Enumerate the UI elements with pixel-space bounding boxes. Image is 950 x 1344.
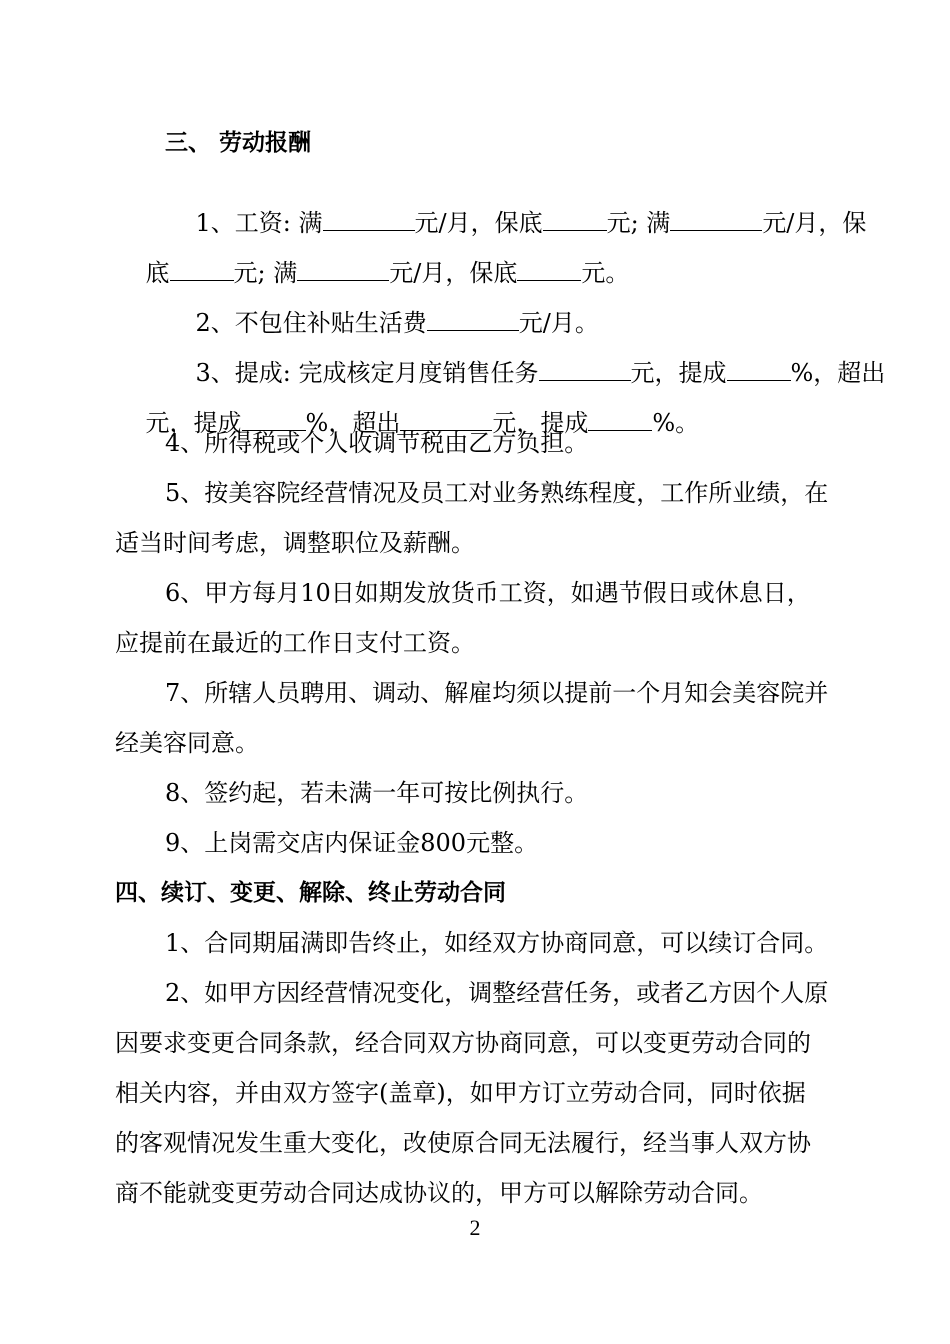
section-4-para-2-line-1: 2、如甲方因经营情况变化，调整经营任务，或者乙方因个人原 — [165, 979, 829, 1007]
text: 元/月，保底 — [389, 259, 518, 287]
section-4-para-1: 1、合同期届满即告终止，如经双方协商同意，可以续订合同。 — [165, 929, 829, 957]
section-4-para-2-line-2: 因要求变更合同条款，经合同双方协商同意，可以变更劳动合同的 — [115, 1029, 811, 1057]
item-9: 9、上岗需交店内保证金800元整。 — [165, 829, 539, 857]
item-8: 8、签约起，若未满一年可按比例执行。 — [165, 779, 589, 807]
item-6-line-2: 应提前在最近的工作日支付工资。 — [115, 629, 475, 657]
text: 元/月，保 — [762, 209, 867, 237]
fill-blank — [588, 408, 652, 431]
text: 元/月。 — [518, 309, 599, 337]
text: 元/月，保底 — [414, 209, 543, 237]
page-number: 2 — [469, 1215, 481, 1240]
text: 元，提成 — [492, 409, 589, 437]
text: 3、提成: 完成核定月度销售任务 — [195, 359, 539, 387]
text: %，超出 — [305, 409, 401, 437]
text: 1、工资: 满 — [195, 209, 323, 237]
fill-blank — [670, 208, 762, 231]
text: 元，提成 — [145, 409, 242, 437]
text: 元。 — [581, 259, 630, 287]
text: 底 — [145, 259, 170, 287]
item-7-line-2: 经美容同意。 — [115, 729, 259, 757]
section-4-heading: 四、续订、变更、解除、终止劳动合同 — [115, 880, 506, 906]
item-7-line-1: 7、所辖人员聘用、调动、解雇均须以提前一个月知会美容院并 — [165, 679, 829, 707]
text: %，超出 — [790, 359, 886, 387]
fill-blank — [727, 358, 791, 381]
section-4-para-2-line-3: 相关内容，并由双方签字(盖章)，如甲方订立劳动合同，同时依据 — [115, 1079, 806, 1107]
item-5-line-2: 适当时间考虑，调整职位及薪酬。 — [115, 529, 475, 557]
item-4: 4、所得税或个人收调节税由乙方负担。 — [165, 429, 589, 457]
section-4-para-2-line-5: 商不能就变更劳动合同达成协议的，甲方可以解除劳动合同。 — [115, 1179, 763, 1207]
item-6-line-1: 6、甲方每月10日如期发放货币工资，如遇节假日或休息日， — [165, 579, 811, 607]
section-3-heading: 三、 劳动报酬 — [165, 130, 312, 156]
text: 元; 满 — [606, 209, 671, 237]
item-5-line-1: 5、按美容院经营情况及员工对业务熟练程度，工作所业绩，在 — [165, 479, 829, 507]
section-4-para-2-line-4: 的客观情况发生重大变化，改使原合同无法履行，经当事人双方协 — [115, 1129, 811, 1157]
text: %。 — [652, 409, 700, 437]
text: 2、不包住补贴生活费 — [195, 309, 427, 337]
text: 元; 满 — [233, 259, 298, 287]
text: 元，提成 — [630, 359, 727, 387]
